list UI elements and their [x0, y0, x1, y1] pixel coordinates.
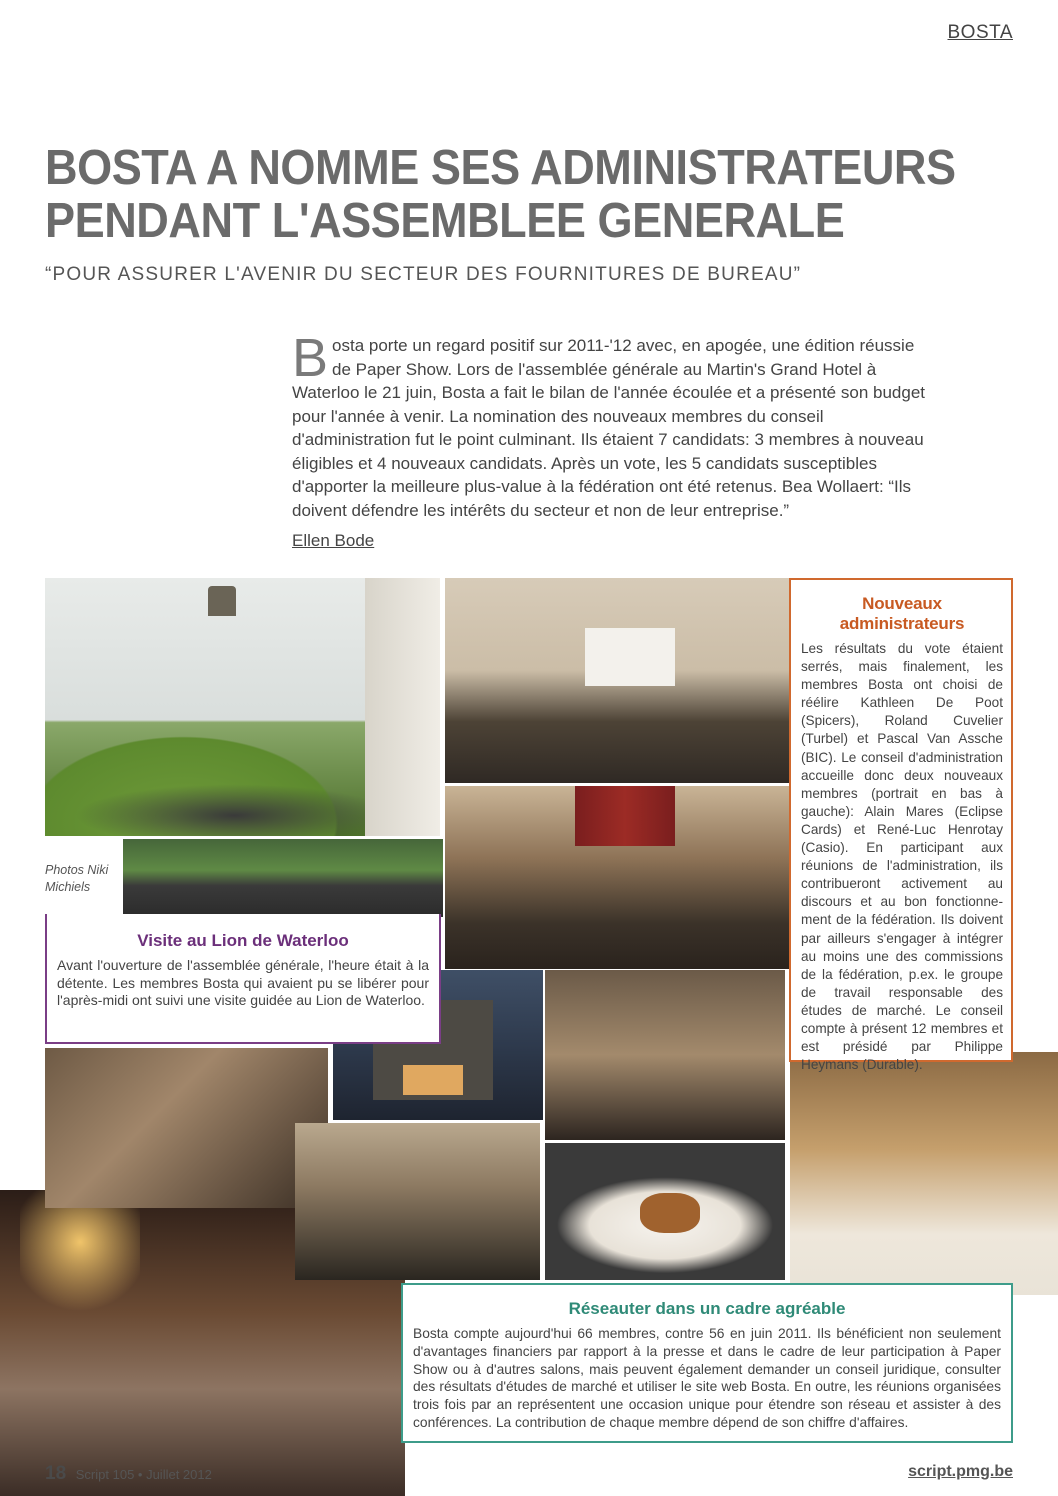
box-nouveaux-administrateurs — [789, 578, 1013, 1073]
photo-curtain — [575, 786, 675, 846]
box-visite-title: Visite au Lion de Waterloo — [137, 931, 349, 950]
issue-info: Script 105 • Juillet 2012 — [75, 1467, 212, 1482]
subhead: “POUR ASSURER L'AVENIR DU SECTEUR DES FOURNITURES DE BUREAU” — [45, 264, 802, 285]
photo-food — [545, 1143, 785, 1280]
author-byline: Ellen Bode — [292, 531, 375, 550]
lion-statue — [208, 586, 236, 616]
page-number: 18 — [45, 1463, 67, 1484]
photo-tower — [365, 578, 440, 836]
box-nouveaux-text: Les résultats du vote étaient serrés, mais finalement, les membres Bosta ont choisi de réélire Kathleen De Poot (Spicers), Roland Cuvelier (Turbel) et Pascal Van Assche (BIC). Le conseil d'administration accueille donc deux nouveaux membres (portrait en bas à gauche): Alain Mares (Eclipse Cards) et René-Luc Henrotay (Casio). En participant aux réunions de l'administration, ils contribueront activement au discours et au bon fonctionne-ment de la fédération. Ils doivent par ailleurs s'engager à intégrer au moins une des commissions de la fédération, p.ex. le groupe de travail responsable des études de marché. Le conseil compte à présent 12 membres et est présidé par Philippe Heymans (Durable). — [801, 641, 1003, 1073]
headline: BOSTA A NOMME SES ADMINISTRATEURS PENDANT L'ASSEMBLEE GENERALE — [45, 141, 956, 248]
photo-audience — [445, 786, 790, 969]
intro-text: osta porte un regard positif sur 2011-'12 avec, en apogée, une édition réussie de Paper Show. Lors de l'assemblée générale au Martin's Grand Hotel à Waterloo le 21 juin, Bosta a fait le bilan de l'année écoulée et a présenté son budget pour l'année à venir. La nomination des nouveaux membres du conseil d'administration fut le point culminant. Ils étaient 7 candidats: 3 membres à nouveau éligibles et 4 nouveaux candidats. Après un vote, les 5 candidats susceptibles d'apporter la meilleure plus-value à la fédération ont été retenus. Bea Wollaert: “Ils doivent défendre les intérêts du secteur et non de leur entreprise.” — [292, 336, 925, 520]
footer-left — [45, 1463, 212, 1485]
footer-site-link[interactable]: script.pmg.be — [908, 1463, 1013, 1480]
section-tag: BOSTA — [947, 22, 1013, 43]
dropcap: B — [292, 328, 329, 388]
box-visite-text: Avant l'ouverture de l'assemblée générale, l'heure était à la détente. Les membres Bosta qui avaient pu se libérer pour l'après-midi ont suivi une visite guidée au Lion de Waterloo. — [57, 957, 429, 1008]
box-reseauter-text: Bosta compte aujourd'hui 66 membres, contre 56 en juin 2011. Ils bénéficient non seulement d'avantages financiers par rapport à la presse et dans le cadre de leur participation à Paper Show ou à d'autres salons, mais peuvent également demander un conseil juridique, consulter des résultats d'études de marché et utiliser le site web Bosta. En outre, les réunions organisées trois fois par an représentent une occasion unique pour étendre son réseau et assister à des conférences. La contribution de chaque membre dépend de son chiffre d'affaires. — [413, 1326, 1001, 1430]
hotel-lights — [403, 1065, 463, 1095]
photo-new-members — [545, 970, 785, 1140]
projection-screen — [585, 628, 675, 686]
intro-paragraph — [292, 328, 932, 522]
photo-dinner-light — [20, 1190, 140, 1320]
photo-conference-room — [445, 578, 790, 783]
box-reseauter-title: Réseauter dans un cadre agréable — [568, 1299, 846, 1318]
photo-credit: Photos Niki Michiels — [45, 863, 109, 894]
photo-dining-hall — [790, 1052, 1058, 1295]
box-reseauter — [401, 1283, 1013, 1443]
box-nouveaux-title: Nouveaux administrateurs — [839, 594, 965, 633]
photo-toast — [45, 1048, 328, 1208]
photo-group-portrait — [120, 836, 446, 920]
photo-dish — [640, 1193, 700, 1233]
photo-networking — [295, 1123, 540, 1280]
photo-lion-monument — [45, 578, 440, 836]
box-visite-lion — [45, 914, 441, 1044]
